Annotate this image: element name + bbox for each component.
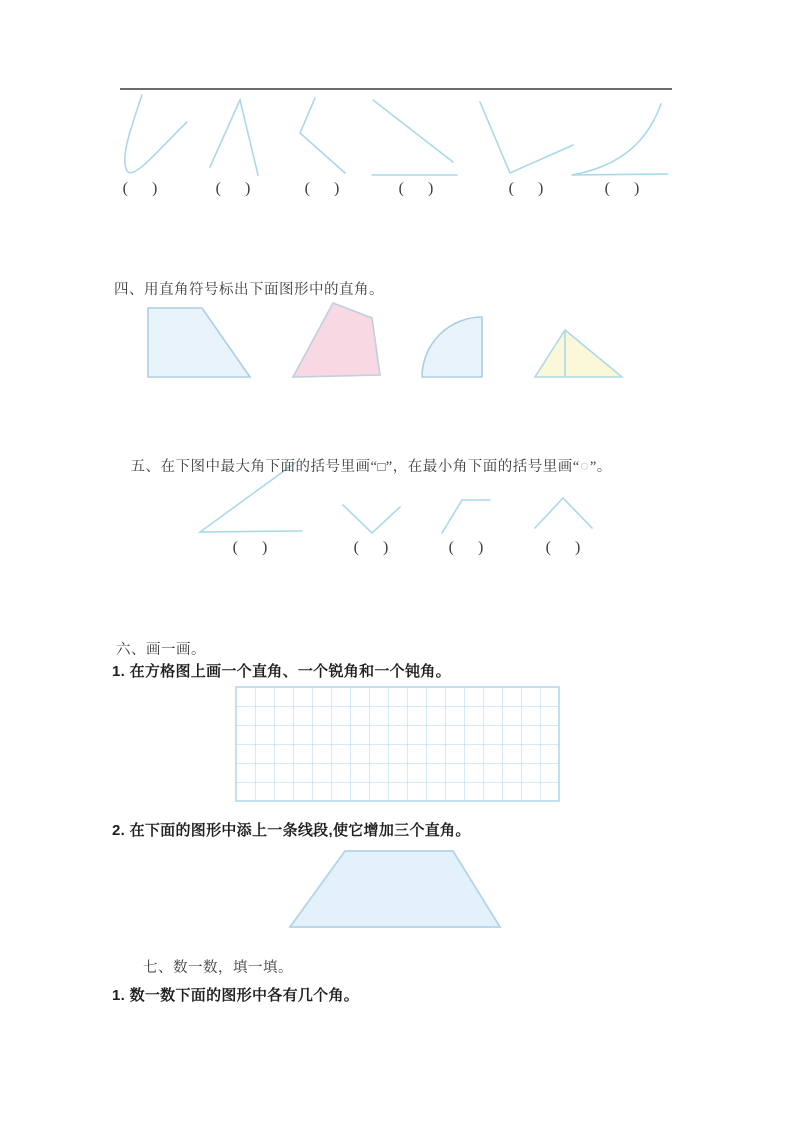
section-seven-heading: 七、数一数，填一填。 <box>143 960 293 976</box>
pink-quadrilateral-shape <box>293 303 380 377</box>
answer-bracket: ( ) <box>304 180 340 197</box>
section-five-heading <box>114 438 612 493</box>
v-angle-figure <box>343 505 400 533</box>
answer-bracket: ( ) <box>545 539 581 556</box>
curved-ray-angle-figure <box>572 104 668 175</box>
square-symbol: □ <box>377 459 386 474</box>
section-five-heading-text: ”。 <box>589 459 612 475</box>
section-four-heading: 四、用直角符号标出下面图形中的直角。 <box>114 282 384 298</box>
answer-bracket: ( ) <box>448 539 484 556</box>
left-open-angle-figure <box>300 98 345 173</box>
triangle-with-altitude-shape <box>535 330 622 377</box>
section-five-heading-text: 五、在下图中最大角下面的括号里画“ <box>130 459 378 475</box>
answer-bracket: ( ) <box>215 180 251 197</box>
curved-angle-figure <box>125 95 187 173</box>
section-six-item-1: 1. 在方格图上画一个直角、一个锐角和一个钝角。 <box>112 663 451 680</box>
answer-bracket: ( ) <box>122 180 158 197</box>
section-six-item-2: 2. 在下面的图形中添上一条线段,使它增加三个直角。 <box>112 822 471 839</box>
drawing-grid <box>236 687 559 801</box>
narrow-angle-figure <box>210 100 258 175</box>
answer-bracket: ( ) <box>398 180 434 197</box>
obtuse-angle-figure <box>442 500 490 533</box>
section-five-heading-text: ”，在最小角下面的括号里画“ <box>385 459 580 475</box>
right-trapezoid-shape <box>148 308 250 377</box>
answer-bracket: ( ) <box>508 180 544 197</box>
disjoint-lines-figure <box>372 100 457 175</box>
wide-angle-figure <box>480 102 573 173</box>
section-seven-item-1: 1. 数一数下面的图形中各有几个角。 <box>112 987 360 1004</box>
answer-bracket: ( ) <box>232 539 268 556</box>
section-six-heading: 六、画一画。 <box>116 642 206 658</box>
peak-angle-figure <box>535 498 592 528</box>
answer-bracket: ( ) <box>353 539 389 556</box>
quarter-circle-shape <box>422 317 482 377</box>
answer-bracket: ( ) <box>604 180 640 197</box>
trapezoid-figure <box>290 851 500 927</box>
circle-symbol: ○ <box>579 458 590 475</box>
